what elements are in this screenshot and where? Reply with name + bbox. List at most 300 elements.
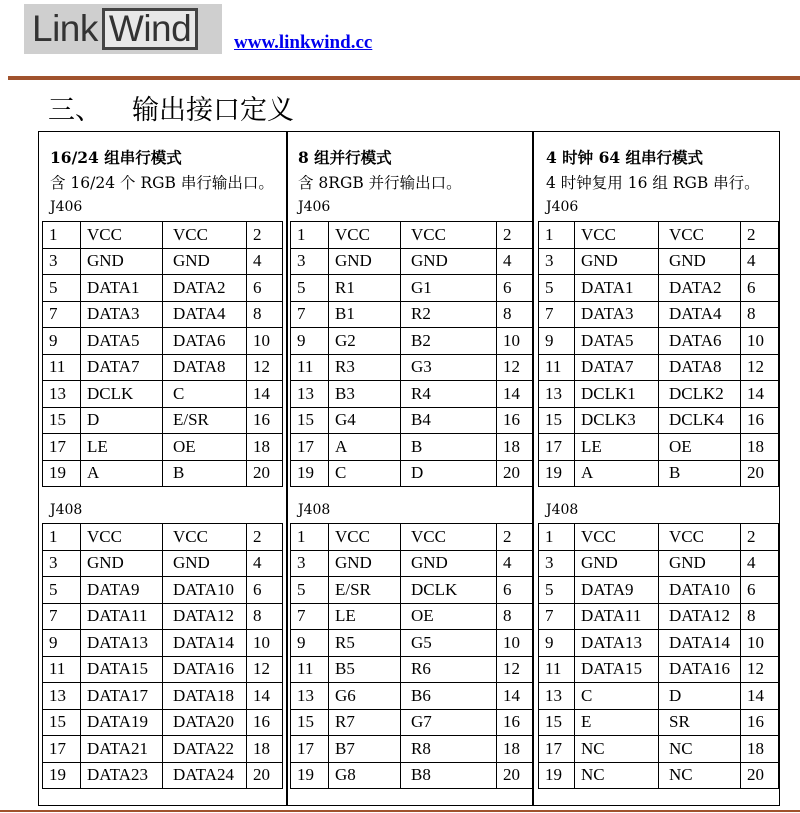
pin-number: 11: [43, 354, 81, 381]
pin-signal: VCC: [401, 524, 497, 551]
pin-number: 11: [539, 656, 575, 683]
pin-signal: DATA7: [81, 354, 163, 381]
pin-signal: NC: [575, 736, 659, 763]
pin-number: 20: [497, 762, 533, 789]
pin-row: [291, 248, 533, 275]
connector-label-j408: J408: [298, 502, 331, 518]
section-title: 输出接口定义: [132, 95, 294, 126]
pin-number: 5: [43, 275, 81, 302]
pin-signal: D: [659, 683, 741, 710]
pin-signal: C: [329, 460, 401, 487]
pin-row: [291, 407, 533, 434]
pin-signal: B7: [329, 736, 401, 763]
pin-signal: R1: [329, 275, 401, 302]
pin-signal: B6: [401, 683, 497, 710]
pin-number: 2: [247, 222, 283, 249]
pin-signal: VCC: [329, 524, 401, 551]
pin-number: 15: [539, 407, 575, 434]
pin-number: 4: [741, 248, 779, 275]
pin-signal: VCC: [659, 222, 741, 249]
pin-number: 12: [247, 656, 283, 683]
pin-row: [43, 275, 283, 302]
pin-number: 10: [247, 328, 283, 355]
pin-row: [539, 434, 779, 461]
connector-label-j408: J408: [50, 502, 83, 518]
logo-text-wind: Wind: [102, 8, 198, 50]
pin-number: 8: [247, 603, 283, 630]
pin-number: 5: [291, 577, 329, 604]
pin-number: 17: [43, 434, 81, 461]
pin-number: 12: [497, 656, 533, 683]
pin-signal: DATA9: [575, 577, 659, 604]
pin-signal: DATA15: [575, 656, 659, 683]
pin-signal: G7: [401, 709, 497, 736]
pin-signal: GND: [81, 248, 163, 275]
connector-label-j406: J406: [298, 199, 331, 215]
pin-number: 9: [291, 630, 329, 657]
pin-number: 3: [539, 550, 575, 577]
pin-number: 9: [539, 630, 575, 657]
pin-number: 1: [291, 524, 329, 551]
pin-number: 1: [43, 524, 81, 551]
j408-pin-table: [538, 523, 779, 789]
pin-row: [43, 434, 283, 461]
pin-number: 4: [247, 550, 283, 577]
pin-signal: DATA9: [81, 577, 163, 604]
pin-row: [291, 762, 533, 789]
pin-signal: DATA15: [81, 656, 163, 683]
pin-signal: VCC: [81, 222, 163, 249]
pin-signal: DATA14: [659, 630, 741, 657]
company-logo: [24, 4, 222, 54]
pin-signal: DATA4: [659, 301, 741, 328]
pin-number: 12: [741, 656, 779, 683]
pin-number: 20: [741, 460, 779, 487]
pin-number: 7: [43, 603, 81, 630]
pin-number: 19: [43, 762, 81, 789]
pin-row: [291, 736, 533, 763]
pin-signal: DATA2: [659, 275, 741, 302]
pin-number: 10: [741, 630, 779, 657]
pin-signal: B: [659, 460, 741, 487]
pin-signal: R5: [329, 630, 401, 657]
pin-signal: DATA21: [81, 736, 163, 763]
pin-row: [539, 301, 779, 328]
pin-signal: DATA5: [575, 328, 659, 355]
pin-signal: G1: [401, 275, 497, 302]
pin-number: 17: [539, 434, 575, 461]
pin-number: 6: [741, 275, 779, 302]
pin-number: 8: [247, 301, 283, 328]
pin-signal: G5: [401, 630, 497, 657]
pin-number: 4: [497, 248, 533, 275]
pin-row: [43, 381, 283, 408]
pin-signal: A: [329, 434, 401, 461]
pin-signal: DATA11: [81, 603, 163, 630]
pin-number: 18: [497, 736, 533, 763]
pin-row: [539, 328, 779, 355]
pin-row: [43, 762, 283, 789]
pin-row: [43, 736, 283, 763]
pin-row: [291, 630, 533, 657]
pin-number: 14: [497, 381, 533, 408]
pin-row: [43, 550, 283, 577]
pin-number: 13: [291, 683, 329, 710]
pin-number: 2: [247, 524, 283, 551]
pin-signal: B3: [329, 381, 401, 408]
pin-row: [291, 328, 533, 355]
pin-row: [291, 222, 533, 249]
pin-signal: G2: [329, 328, 401, 355]
pin-signal: NC: [659, 762, 741, 789]
pin-number: 13: [291, 381, 329, 408]
pin-signal: VCC: [575, 524, 659, 551]
pin-number: 10: [247, 630, 283, 657]
pin-number: 8: [741, 301, 779, 328]
pin-number: 15: [43, 709, 81, 736]
mode-description: 含 16/24 个 RGB 串行输出口。: [50, 174, 274, 192]
pin-signal: DATA19: [81, 709, 163, 736]
pin-signal: D: [81, 407, 163, 434]
pin-signal: VCC: [329, 222, 401, 249]
pin-number: 6: [497, 577, 533, 604]
pin-number: 4: [247, 248, 283, 275]
pin-row: [539, 577, 779, 604]
pin-number: 11: [43, 656, 81, 683]
pin-number: 14: [497, 683, 533, 710]
pin-number: 16: [741, 407, 779, 434]
pin-signal: DATA10: [659, 577, 741, 604]
pin-signal: DATA7: [575, 354, 659, 381]
pin-row: [539, 407, 779, 434]
pin-number: 12: [247, 354, 283, 381]
pin-row: [539, 656, 779, 683]
pin-signal: GND: [401, 248, 497, 275]
pin-signal: OE: [401, 603, 497, 630]
pin-signal: E/SR: [329, 577, 401, 604]
pin-signal: DATA1: [81, 275, 163, 302]
column-divider: [286, 131, 288, 806]
pin-signal: GND: [659, 550, 741, 577]
pin-signal: DATA3: [575, 301, 659, 328]
pin-signal: DATA8: [163, 354, 247, 381]
pin-signal: OE: [163, 434, 247, 461]
pin-row: [43, 524, 283, 551]
pin-number: 13: [43, 381, 81, 408]
pin-number: 10: [741, 328, 779, 355]
pin-number: 15: [291, 709, 329, 736]
pin-row: [539, 248, 779, 275]
pin-number: 15: [43, 407, 81, 434]
pin-number: 11: [291, 354, 329, 381]
pin-number: 5: [539, 275, 575, 302]
pin-number: 12: [741, 354, 779, 381]
pin-signal: G6: [329, 683, 401, 710]
connector-label-j406: J406: [50, 199, 83, 215]
section-heading: [48, 88, 294, 127]
pin-signal: DCLK: [401, 577, 497, 604]
pin-signal: DATA6: [163, 328, 247, 355]
pin-signal: GND: [329, 248, 401, 275]
pin-row: [291, 354, 533, 381]
pin-signal: DATA16: [163, 656, 247, 683]
pin-signal: DATA3: [81, 301, 163, 328]
mode-title: 4 时钟 64 组串行模式: [546, 148, 704, 167]
pin-row: [539, 275, 779, 302]
mode-description: 含 8RGB 并行输出口。: [298, 174, 462, 192]
pin-number: 11: [291, 656, 329, 683]
pin-signal: DATA13: [575, 630, 659, 657]
pin-row: [539, 460, 779, 487]
connector-label-j408: J408: [546, 502, 579, 518]
mode-title: 16/24 组串行模式: [50, 148, 182, 167]
pin-number: 17: [43, 736, 81, 763]
pin-signal: A: [81, 460, 163, 487]
pin-number: 14: [741, 381, 779, 408]
pin-signal: R8: [401, 736, 497, 763]
pin-signal: GND: [575, 550, 659, 577]
pin-row: [43, 328, 283, 355]
pin-row: [539, 222, 779, 249]
pin-number: 1: [291, 222, 329, 249]
pin-row: [539, 354, 779, 381]
pin-row: [539, 550, 779, 577]
pin-number: 20: [741, 762, 779, 789]
pin-row: [291, 524, 533, 551]
pin-signal: DATA6: [659, 328, 741, 355]
pin-signal: DATA2: [163, 275, 247, 302]
pin-row: [539, 524, 779, 551]
pin-row: [43, 683, 283, 710]
logo-text-link: Link: [32, 8, 98, 49]
pin-number: 13: [539, 381, 575, 408]
website-link[interactable]: www.linkwind.cc: [234, 32, 373, 53]
pin-signal: LE: [575, 434, 659, 461]
pin-signal: DATA8: [659, 354, 741, 381]
pin-number: 17: [291, 736, 329, 763]
pin-row: [539, 736, 779, 763]
pin-signal: E/SR: [163, 407, 247, 434]
pin-signal: VCC: [163, 222, 247, 249]
pin-number: 7: [43, 301, 81, 328]
pin-signal: GND: [163, 248, 247, 275]
pin-number: 6: [247, 275, 283, 302]
pin-signal: A: [575, 460, 659, 487]
pin-signal: DATA14: [163, 630, 247, 657]
pin-row: [43, 354, 283, 381]
pin-number: 18: [497, 434, 533, 461]
pin-number: 14: [247, 683, 283, 710]
pin-signal: DATA1: [575, 275, 659, 302]
pin-number: 1: [539, 222, 575, 249]
pin-number: 3: [291, 248, 329, 275]
pin-row: [291, 460, 533, 487]
pin-signal: DCLK: [81, 381, 163, 408]
pin-number: 9: [539, 328, 575, 355]
pin-number: 14: [247, 381, 283, 408]
pin-number: 7: [539, 603, 575, 630]
pin-signal: GND: [401, 550, 497, 577]
pin-signal: VCC: [81, 524, 163, 551]
pin-signal: DATA20: [163, 709, 247, 736]
connector-label-j406: J406: [546, 199, 579, 215]
pin-number: 5: [43, 577, 81, 604]
pin-signal: B5: [329, 656, 401, 683]
pin-number: 16: [247, 407, 283, 434]
pin-number: 20: [247, 762, 283, 789]
pin-row: [43, 248, 283, 275]
pin-signal: DCLK1: [575, 381, 659, 408]
pin-signal: DATA18: [163, 683, 247, 710]
pin-signal: B1: [329, 301, 401, 328]
pin-signal: DATA16: [659, 656, 741, 683]
pin-signal: VCC: [575, 222, 659, 249]
pin-row: [291, 709, 533, 736]
pin-number: 2: [497, 222, 533, 249]
pin-signal: DATA12: [659, 603, 741, 630]
pin-signal: DATA5: [81, 328, 163, 355]
pin-number: 16: [247, 709, 283, 736]
pin-number: 19: [539, 460, 575, 487]
pin-signal: B8: [401, 762, 497, 789]
pin-signal: D: [401, 460, 497, 487]
pin-number: 8: [741, 603, 779, 630]
pin-signal: GND: [575, 248, 659, 275]
header-divider: [8, 76, 800, 80]
j406-pin-table: [290, 221, 533, 487]
pin-row: [539, 709, 779, 736]
pin-number: 7: [291, 603, 329, 630]
pin-signal: G3: [401, 354, 497, 381]
pin-number: 2: [741, 524, 779, 551]
pin-number: 3: [539, 248, 575, 275]
pin-number: 3: [43, 550, 81, 577]
pin-number: 6: [247, 577, 283, 604]
pin-row: [539, 603, 779, 630]
pin-signal: DATA12: [163, 603, 247, 630]
pin-row: [291, 577, 533, 604]
pin-number: 6: [497, 275, 533, 302]
pin-number: 20: [247, 460, 283, 487]
pin-row: [539, 762, 779, 789]
pin-number: 6: [741, 577, 779, 604]
pin-number: 20: [497, 460, 533, 487]
pin-row: [291, 301, 533, 328]
pin-row: [43, 407, 283, 434]
pin-number: 19: [539, 762, 575, 789]
j408-pin-table: [42, 523, 283, 789]
pin-number: 9: [43, 328, 81, 355]
pin-signal: B4: [401, 407, 497, 434]
pin-number: 17: [539, 736, 575, 763]
pin-row: [291, 381, 533, 408]
pin-number: 2: [741, 222, 779, 249]
pin-number: 10: [497, 630, 533, 657]
pin-row: [43, 656, 283, 683]
j408-pin-table: [290, 523, 533, 789]
pin-number: 19: [291, 460, 329, 487]
pin-row: [43, 301, 283, 328]
mode-title: 8 组并行模式: [298, 148, 392, 167]
mode-description: 4 时钟复用 16 组 RGB 串行。: [546, 174, 760, 192]
pin-number: 18: [741, 434, 779, 461]
pin-signal: R2: [401, 301, 497, 328]
section-number: 三、: [48, 95, 102, 126]
pin-number: 19: [43, 460, 81, 487]
pin-signal: VCC: [659, 524, 741, 551]
pin-number: 19: [291, 762, 329, 789]
pin-number: 8: [497, 301, 533, 328]
pin-signal: DATA23: [81, 762, 163, 789]
pin-number: 15: [539, 709, 575, 736]
pin-number: 1: [539, 524, 575, 551]
pin-row: [291, 275, 533, 302]
pin-signal: OE: [659, 434, 741, 461]
pin-number: 5: [539, 577, 575, 604]
pin-number: 14: [741, 683, 779, 710]
pin-number: 11: [539, 354, 575, 381]
pin-signal: LE: [81, 434, 163, 461]
pin-signal: C: [163, 381, 247, 408]
pin-signal: R6: [401, 656, 497, 683]
pin-number: 16: [497, 407, 533, 434]
pin-signal: NC: [659, 736, 741, 763]
pin-signal: DATA11: [575, 603, 659, 630]
pin-signal: B: [163, 460, 247, 487]
footer-divider: [0, 810, 800, 812]
pin-number: 7: [539, 301, 575, 328]
pin-row: [291, 434, 533, 461]
pin-number: 3: [43, 248, 81, 275]
pin-number: 7: [291, 301, 329, 328]
pin-signal: B: [401, 434, 497, 461]
j406-pin-table: [42, 221, 283, 487]
pin-signal: R7: [329, 709, 401, 736]
pin-number: 16: [741, 709, 779, 736]
pin-signal: NC: [575, 762, 659, 789]
pin-signal: GND: [329, 550, 401, 577]
pin-number: 10: [497, 328, 533, 355]
pin-signal: GND: [659, 248, 741, 275]
pin-signal: SR: [659, 709, 741, 736]
pin-signal: DCLK4: [659, 407, 741, 434]
pin-signal: B2: [401, 328, 497, 355]
j406-pin-table: [538, 221, 779, 487]
pin-number: 17: [291, 434, 329, 461]
pin-signal: DATA13: [81, 630, 163, 657]
pin-row: [291, 550, 533, 577]
pin-row: [43, 630, 283, 657]
pin-number: 4: [497, 550, 533, 577]
pin-number: 1: [43, 222, 81, 249]
pin-number: 18: [247, 736, 283, 763]
pin-signal: R3: [329, 354, 401, 381]
pin-number: 9: [43, 630, 81, 657]
pin-signal: R4: [401, 381, 497, 408]
pin-signal: G4: [329, 407, 401, 434]
pin-number: 18: [741, 736, 779, 763]
pin-row: [43, 709, 283, 736]
pin-signal: VCC: [163, 524, 247, 551]
pin-signal: DATA17: [81, 683, 163, 710]
pin-signal: DCLK3: [575, 407, 659, 434]
pin-number: 5: [291, 275, 329, 302]
pin-signal: DATA10: [163, 577, 247, 604]
pin-row: [43, 577, 283, 604]
pin-row: [43, 222, 283, 249]
pin-row: [291, 683, 533, 710]
pin-row: [539, 630, 779, 657]
